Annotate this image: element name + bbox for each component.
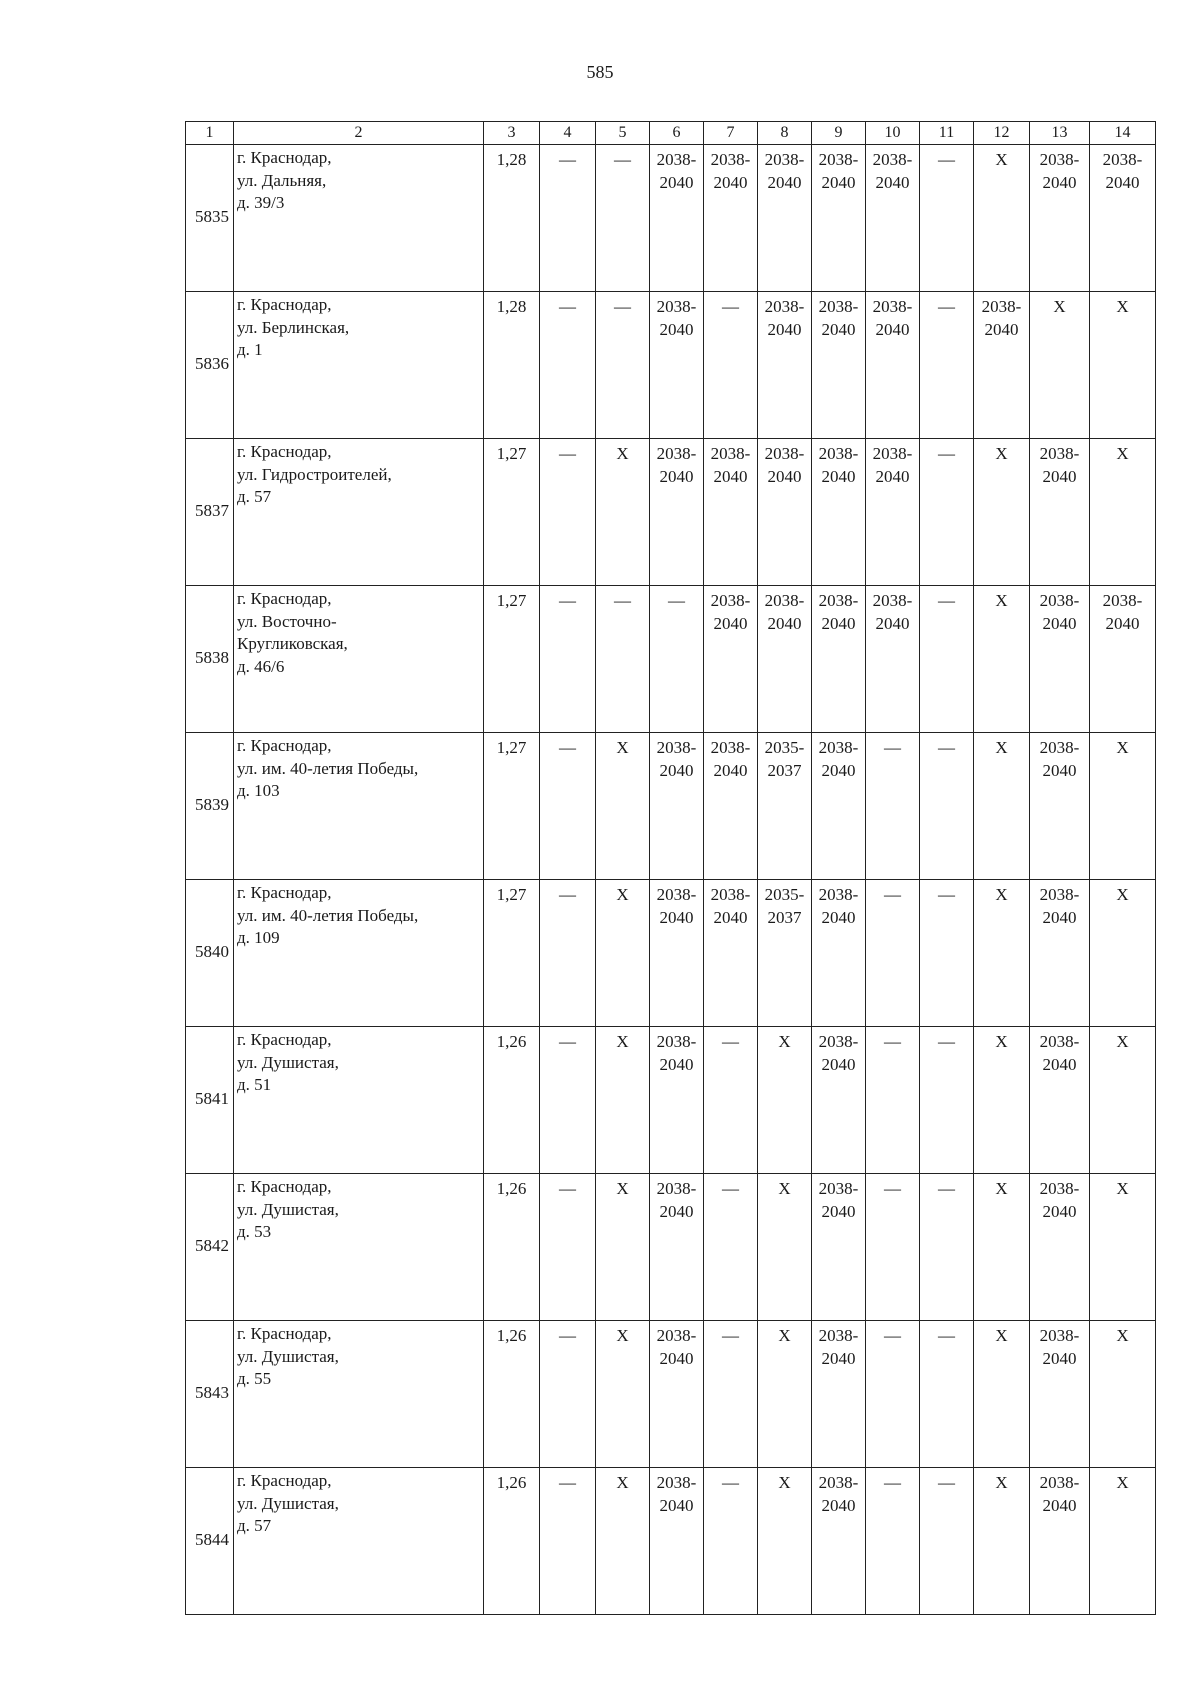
value-cell: Х <box>596 1173 650 1320</box>
column-header: 6 <box>650 122 704 145</box>
value-cell: Х <box>596 879 650 1026</box>
column-header: 1 <box>186 122 234 145</box>
column-header: 4 <box>540 122 596 145</box>
value-cell: Х <box>1090 1026 1156 1173</box>
value-cell: — <box>920 438 974 585</box>
address-line: д. 39/3 <box>237 193 285 213</box>
value-cell: — <box>866 1173 920 1320</box>
value-cell: 2038-2040 <box>974 291 1030 438</box>
value-cell: — <box>540 1467 596 1614</box>
address-line: д. 46/6 <box>237 657 285 677</box>
row-number: 5841 <box>186 1026 234 1173</box>
value-cell: — <box>920 291 974 438</box>
value-cell: — <box>540 1026 596 1173</box>
value-cell: 1,28 <box>484 291 540 438</box>
value-cell: — <box>920 1467 974 1614</box>
table-body <box>186 144 1156 1614</box>
column-header: 8 <box>758 122 812 145</box>
address-line: ул. им. 40-летия Победы, <box>237 905 419 925</box>
value-cell: Х <box>974 438 1030 585</box>
value-cell: — <box>920 879 974 1026</box>
address-line: д. 1 <box>237 340 263 360</box>
address-line: г. Краснодар, <box>237 147 332 167</box>
value-cell: 2038-2040 <box>704 879 758 1026</box>
address-line: г. Краснодар, <box>237 1029 332 1049</box>
value-cell: Х <box>974 1026 1030 1173</box>
value-cell: Х <box>974 1173 1030 1320</box>
value-cell: Х <box>974 1320 1030 1467</box>
value-cell: Х <box>974 879 1030 1026</box>
header-row <box>186 122 1156 145</box>
value-cell: 2038-2040 <box>812 1026 866 1173</box>
value-cell: — <box>540 732 596 879</box>
address-line: ул. Дальняя, <box>237 170 327 190</box>
value-cell: — <box>704 1173 758 1320</box>
value-cell: 2038-2040 <box>650 879 704 1026</box>
value-cell: 2038-2040 <box>650 438 704 585</box>
address-cell <box>234 1467 484 1614</box>
value-cell: — <box>540 1320 596 1467</box>
value-cell: 2038-2040 <box>812 585 866 732</box>
address-line: д. 103 <box>237 781 280 801</box>
value-cell: 2038-2040 <box>704 585 758 732</box>
column-header: 11 <box>920 122 974 145</box>
value-cell: — <box>540 291 596 438</box>
value-cell: 2038-2040 <box>704 732 758 879</box>
value-cell: 2038-2040 <box>758 144 812 291</box>
value-cell: Х <box>1090 732 1156 879</box>
address-cell <box>234 291 484 438</box>
value-cell: 2038-2040 <box>812 438 866 585</box>
address-cell <box>234 144 484 291</box>
address-line: Кругликовская, <box>237 634 348 654</box>
value-cell: 2038-2040 <box>812 732 866 879</box>
value-cell: — <box>704 291 758 438</box>
value-cell: 2038-2040 <box>758 291 812 438</box>
table-row <box>186 144 1156 291</box>
address-line: д. 109 <box>237 928 280 948</box>
column-header: 14 <box>1090 122 1156 145</box>
address-line: г. Краснодар, <box>237 441 332 461</box>
value-cell: 2038-2040 <box>1030 1320 1090 1467</box>
value-cell: Х <box>758 1173 812 1320</box>
column-header: 3 <box>484 122 540 145</box>
address-line: г. Краснодар, <box>237 1470 332 1490</box>
value-cell: — <box>704 1320 758 1467</box>
address-line: г. Краснодар, <box>237 294 332 314</box>
row-number: 5840 <box>186 879 234 1026</box>
address-line: г. Краснодар, <box>237 1176 332 1196</box>
value-cell: 2038-2040 <box>650 732 704 879</box>
value-cell: 2038-2040 <box>1030 438 1090 585</box>
value-cell: 2038-2040 <box>1030 1026 1090 1173</box>
value-cell: Х <box>758 1026 812 1173</box>
value-cell: — <box>596 144 650 291</box>
value-cell: 2038-2040 <box>704 438 758 585</box>
value-cell: — <box>920 732 974 879</box>
value-cell: Х <box>1090 1173 1156 1320</box>
value-cell: Х <box>596 438 650 585</box>
value-cell: Х <box>596 1467 650 1614</box>
value-cell: 2038-2040 <box>650 1320 704 1467</box>
row-number: 5843 <box>186 1320 234 1467</box>
value-cell: Х <box>974 144 1030 291</box>
value-cell: — <box>866 732 920 879</box>
value-cell: 1,27 <box>484 879 540 1026</box>
value-cell: Х <box>1090 879 1156 1026</box>
value-cell: 2038-2040 <box>866 585 920 732</box>
address-cell <box>234 1320 484 1467</box>
value-cell: — <box>596 585 650 732</box>
value-cell: 2038-2040 <box>650 291 704 438</box>
value-cell: — <box>920 1026 974 1173</box>
value-cell: 2038-2040 <box>1030 732 1090 879</box>
value-cell: — <box>866 1467 920 1614</box>
column-header: 5 <box>596 122 650 145</box>
value-cell: 2038-2040 <box>1030 879 1090 1026</box>
column-header: 10 <box>866 122 920 145</box>
register-table <box>185 121 1156 1615</box>
address-cell <box>234 1026 484 1173</box>
table-row <box>186 879 1156 1026</box>
value-cell: Х <box>1090 1320 1156 1467</box>
address-line: ул. Душистая, <box>237 1346 339 1366</box>
value-cell: 1,27 <box>484 438 540 585</box>
value-cell: 1,26 <box>484 1026 540 1173</box>
value-cell: Х <box>974 1467 1030 1614</box>
value-cell: — <box>920 1173 974 1320</box>
address-cell <box>234 732 484 879</box>
row-number: 5844 <box>186 1467 234 1614</box>
address-line: д. 51 <box>237 1075 272 1095</box>
column-header: 9 <box>812 122 866 145</box>
row-number: 5835 <box>186 144 234 291</box>
value-cell: 2038-2040 <box>650 1467 704 1614</box>
value-cell: 2038-2040 <box>650 1173 704 1320</box>
value-cell: Х <box>596 732 650 879</box>
value-cell: 2038-2040 <box>812 879 866 1026</box>
address-line: г. Краснодар, <box>237 1323 332 1343</box>
column-header: 7 <box>704 122 758 145</box>
value-cell: 1,26 <box>484 1467 540 1614</box>
value-cell: 1,26 <box>484 1320 540 1467</box>
value-cell: — <box>920 1320 974 1467</box>
address-line: ул. Восточно- <box>237 611 337 631</box>
table-row <box>186 1320 1156 1467</box>
value-cell: 2038-2040 <box>1090 144 1156 291</box>
column-header: 13 <box>1030 122 1090 145</box>
value-cell: 2038-2040 <box>650 144 704 291</box>
address-line: ул. им. 40-летия Победы, <box>237 758 419 778</box>
row-number: 5842 <box>186 1173 234 1320</box>
address-line: д. 55 <box>237 1369 272 1389</box>
table-row <box>186 438 1156 585</box>
value-cell: — <box>920 144 974 291</box>
address-line: д. 57 <box>237 487 272 507</box>
value-cell: Х <box>1090 1467 1156 1614</box>
address-line: ул. Гидростроителей, <box>237 464 392 484</box>
address-line: д. 53 <box>237 1222 272 1242</box>
value-cell: 2038-2040 <box>866 438 920 585</box>
row-number: 5839 <box>186 732 234 879</box>
address-line: г. Краснодар, <box>237 588 332 608</box>
address-line: ул. Душистая, <box>237 1199 339 1219</box>
value-cell: — <box>704 1467 758 1614</box>
value-cell: 2038-2040 <box>812 144 866 291</box>
table-row <box>186 1026 1156 1173</box>
value-cell: — <box>540 879 596 1026</box>
address-line: г. Краснодар, <box>237 735 332 755</box>
column-header: 2 <box>234 122 484 145</box>
value-cell: 2038-2040 <box>1030 144 1090 291</box>
address-line: ул. Душистая, <box>237 1493 339 1513</box>
value-cell: Х <box>758 1467 812 1614</box>
value-cell: — <box>866 1026 920 1173</box>
value-cell: 1,28 <box>484 144 540 291</box>
address-cell <box>234 585 484 732</box>
value-cell: 1,27 <box>484 732 540 879</box>
value-cell: Х <box>596 1026 650 1173</box>
address-cell <box>234 438 484 585</box>
value-cell: 1,27 <box>484 585 540 732</box>
address-line: ул. Душистая, <box>237 1052 339 1072</box>
value-cell: — <box>540 438 596 585</box>
address-line: д. 57 <box>237 1516 272 1536</box>
value-cell: 2038-2040 <box>812 1173 866 1320</box>
value-cell: 2038-2040 <box>866 291 920 438</box>
value-cell: Х <box>1030 291 1090 438</box>
row-number: 5837 <box>186 438 234 585</box>
value-cell: 2038-2040 <box>758 438 812 585</box>
value-cell: 2038-2040 <box>1090 585 1156 732</box>
column-header: 12 <box>974 122 1030 145</box>
value-cell: Х <box>974 585 1030 732</box>
row-number: 5836 <box>186 291 234 438</box>
value-cell: 2038-2040 <box>1030 585 1090 732</box>
value-cell: 2038-2040 <box>866 144 920 291</box>
value-cell: 2038-2040 <box>1030 1173 1090 1320</box>
table-row <box>186 291 1156 438</box>
value-cell: Х <box>1090 291 1156 438</box>
value-cell: — <box>596 291 650 438</box>
value-cell: 1,26 <box>484 1173 540 1320</box>
value-cell: — <box>540 1173 596 1320</box>
value-cell: Х <box>1090 438 1156 585</box>
address-cell <box>234 879 484 1026</box>
row-number: 5838 <box>186 585 234 732</box>
table-row <box>186 585 1156 732</box>
value-cell: 2038-2040 <box>812 1320 866 1467</box>
value-cell: 2038-2040 <box>812 1467 866 1614</box>
value-cell: 2038-2040 <box>1030 1467 1090 1614</box>
value-cell: 2038-2040 <box>704 144 758 291</box>
value-cell: 2038-2040 <box>650 1026 704 1173</box>
value-cell: 2035-2037 <box>758 732 812 879</box>
table-row <box>186 1467 1156 1614</box>
value-cell: 2035-2037 <box>758 879 812 1026</box>
page-number: 585 <box>586 62 614 82</box>
value-cell: — <box>650 585 704 732</box>
value-cell: — <box>866 1320 920 1467</box>
table-row <box>186 732 1156 879</box>
value-cell: — <box>704 1026 758 1173</box>
table-row <box>186 1173 1156 1320</box>
value-cell: — <box>866 879 920 1026</box>
value-cell: — <box>540 144 596 291</box>
address-line: ул. Берлинская, <box>237 317 350 337</box>
address-cell <box>234 1173 484 1320</box>
address-line: г. Краснодар, <box>237 882 332 902</box>
value-cell: — <box>540 585 596 732</box>
value-cell: Х <box>974 732 1030 879</box>
value-cell: Х <box>596 1320 650 1467</box>
value-cell: Х <box>758 1320 812 1467</box>
value-cell: — <box>920 585 974 732</box>
value-cell: 2038-2040 <box>812 291 866 438</box>
value-cell: 2038-2040 <box>758 585 812 732</box>
